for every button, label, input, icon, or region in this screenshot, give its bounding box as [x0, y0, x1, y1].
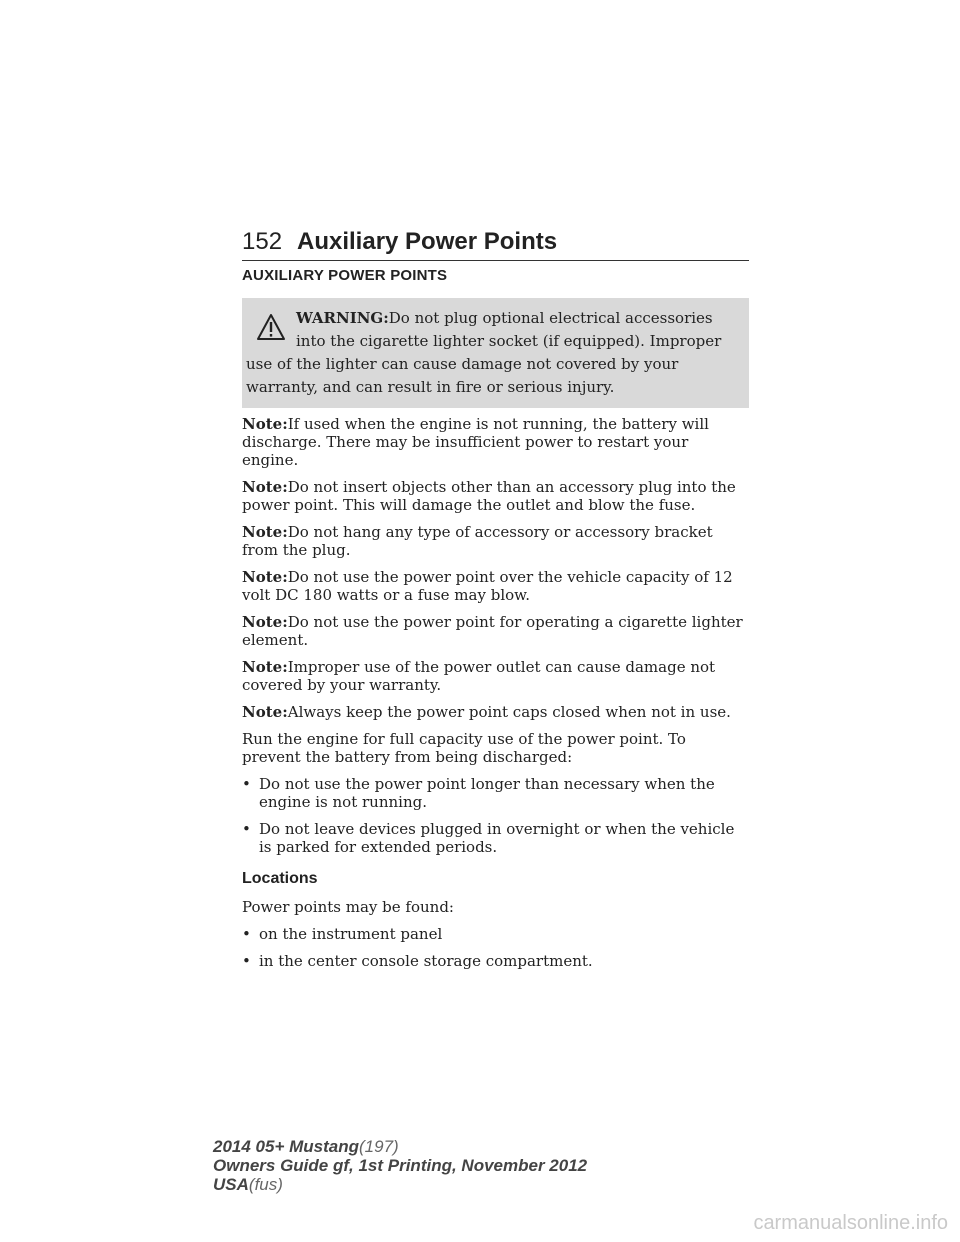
footer-line-2: Owners Guide gf, 1st Printing, November 2012: [213, 1156, 588, 1175]
note-label: Note:: [242, 568, 288, 586]
footer-model: 2014 05+ Mustang: [213, 1137, 359, 1156]
footer-line-3: [213, 1175, 587, 1194]
note-paragraph: [242, 613, 749, 649]
note-text: Do not insert objects other than an accessory plug into the power point. This will damage the outlet and blow the fuse.: [242, 478, 736, 514]
bullet-glyph: •: [242, 925, 251, 943]
note-label: Note:: [242, 415, 288, 433]
note-paragraph: [242, 415, 749, 469]
note-text: Always keep the power point caps closed when not in use.: [287, 703, 731, 721]
list-item: [242, 952, 749, 970]
site-watermark: carmanualsonline.info: [753, 1212, 948, 1234]
note-paragraph: [242, 568, 749, 604]
list-item-text: Do not leave devices plugged in overnight or when the vehicle is parked for extended periods.: [259, 820, 735, 856]
note-label: Note:: [242, 658, 288, 676]
warning-label: WARNING:: [296, 309, 389, 327]
footer-page-code: (197): [359, 1137, 399, 1156]
note-text: Do not use the power point for operating a cigarette lighter element.: [242, 613, 743, 649]
bullet-glyph: •: [242, 820, 251, 838]
note-label: Note:: [242, 613, 288, 631]
bullet-glyph: •: [242, 775, 251, 793]
note-label: Note:: [242, 478, 288, 496]
note-paragraph: [242, 478, 749, 514]
note-paragraph: [242, 523, 749, 559]
bullet-glyph: •: [242, 952, 251, 970]
locations-bullet-list: [242, 925, 749, 970]
warning-triangle-icon: [256, 313, 286, 341]
note-text: If used when the engine is not running, the battery will discharge. There may be insufficient power to restart your engine.: [242, 415, 709, 469]
list-item-text: in the center console storage compartment.: [259, 952, 593, 970]
footer-line-1: [213, 1137, 587, 1156]
note-paragraph: [242, 703, 749, 721]
page-number: 152: [242, 228, 283, 255]
list-item: [242, 820, 749, 856]
chapter-title: Auxiliary Power Points: [297, 228, 558, 255]
full-capacity-paragraph: Run the engine for full capacity use of the power point. To prevent the battery from being discharged:: [242, 730, 686, 766]
list-item: [242, 925, 749, 943]
capacity-bullet-list: [242, 775, 749, 856]
footer-region-code: (fus): [248, 1175, 283, 1194]
note-text: Do not hang any type of accessory or accessory bracket from the plug.: [242, 523, 713, 559]
print-footer: [213, 1137, 587, 1194]
note-label: Note:: [242, 523, 288, 541]
note-text: Improper use of the power outlet can cause damage not covered by your warranty.: [242, 658, 716, 694]
page-content: [242, 267, 749, 979]
locations-intro: Power points may be found:: [242, 898, 454, 916]
page-header: [242, 228, 749, 261]
list-item-text: Do not use the power point longer than necessary when the engine is not running.: [259, 775, 715, 811]
list-item-text: on the instrument panel: [259, 925, 443, 943]
note-text: Do not use the power point over the vehicle capacity of 12 volt DC 180 watts or a fuse may blow.: [242, 568, 733, 604]
note-paragraph: [242, 658, 749, 694]
warning-text: Do not plug optional electrical accessories into the cigarette lighter socket (if equipped). Improper use of the lighter can cause damage not covered by your warranty, and can result in fire or serious injury.: [246, 309, 722, 396]
footer-region: USA: [213, 1175, 249, 1194]
list-item: [242, 775, 749, 811]
section-heading: AUXILIARY POWER POINTS: [242, 267, 448, 284]
locations-heading: Locations: [242, 870, 318, 887]
note-label: Note:: [242, 703, 288, 721]
warning-box: [242, 298, 749, 408]
